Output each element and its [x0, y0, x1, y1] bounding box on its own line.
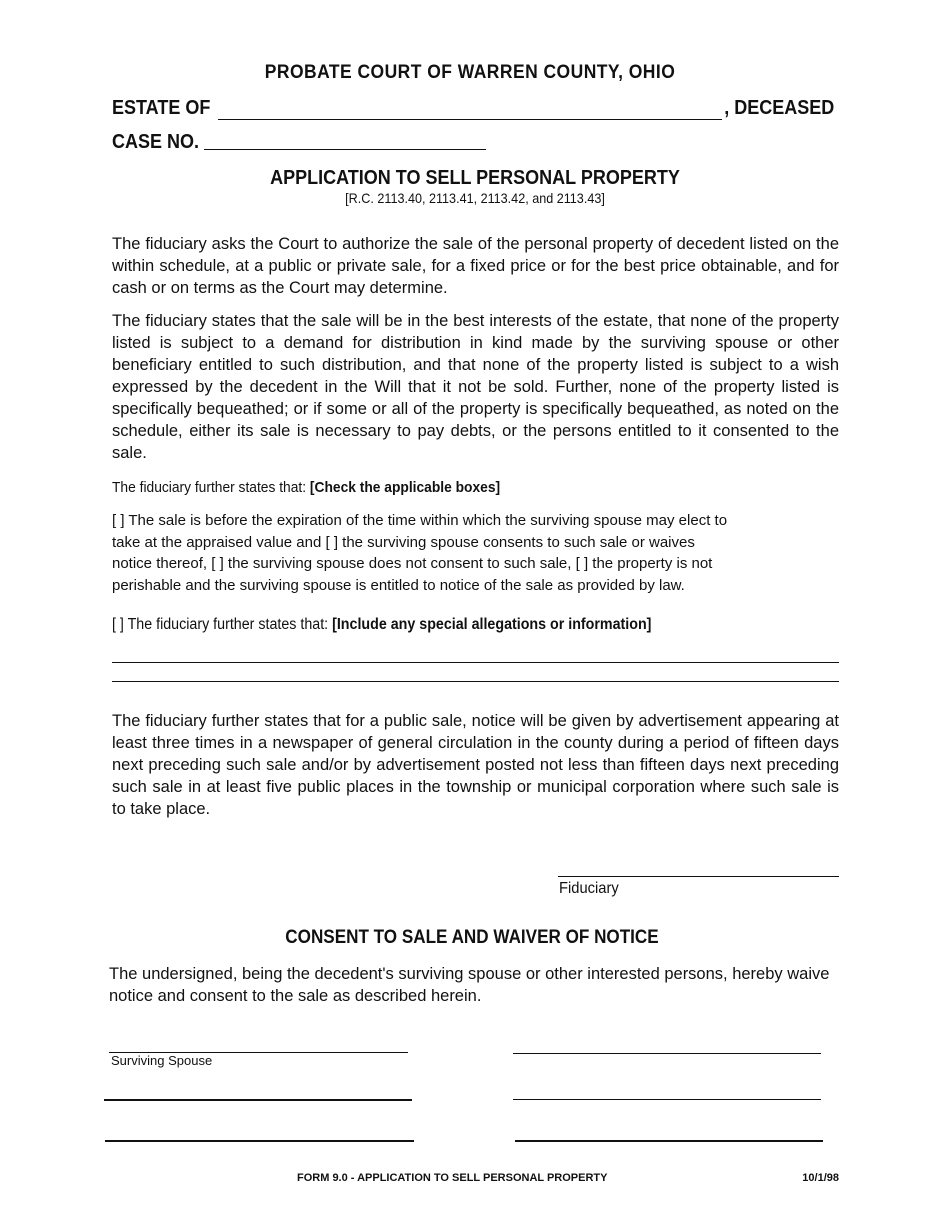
form-date: 10/1/98: [802, 1172, 839, 1184]
further-states-prefix: The fiduciary further states that:: [112, 479, 307, 496]
case-row: [112, 131, 492, 157]
allegations-field-2[interactable]: [112, 681, 839, 682]
check-line-not-consent[interactable]: notice thereof, [ ] the surviving spouse does not consent to such sale, [ ] the property is not: [112, 555, 713, 572]
check-line-consents[interactable]: take at the appraised value and [ ] the surviving spouse consents to such sale or waives: [112, 533, 695, 551]
consent-signature-field-6[interactable]: [515, 1140, 823, 1142]
case-number-label: CASE NO.: [112, 131, 200, 153]
consent-signature-field-3[interactable]: [104, 1099, 412, 1101]
special-allegations-prefix: [ ] The fiduciary further states that:: [112, 616, 329, 633]
court-name: PROBATE COURT OF WARREN COUNTY, OHIO: [264, 62, 676, 83]
check-line-not-perishable: perishable and the surviving spouse is entitled to notice of the sale as provided by law.: [112, 576, 685, 594]
consent-signature-field-5[interactable]: [105, 1140, 414, 1142]
estate-row: [112, 97, 834, 123]
check-line-expiration[interactable]: [ ] The sale is before the expiration of the time within which the surviving spouse may elect to: [112, 512, 728, 529]
fiduciary-signature-field[interactable]: [558, 876, 839, 877]
special-allegations-line[interactable]: [112, 616, 651, 634]
estate-name-field[interactable]: [218, 119, 722, 120]
consent-signature-field-2[interactable]: [513, 1053, 821, 1054]
public-sale-paragraph: The fiduciary further states that for a public sale, notice will be given by advertisement appearing at least three times in a newspaper of general circulation in the county during a period of fifteen days next preceding such sale and/or by advertisement posted not less than fifteen days next preceding such sale in at least five public places in the township or municipal corporation where such sale is to take place.: [112, 712, 839, 818]
surviving-spouse-label: Surviving Spouse: [111, 1053, 213, 1068]
form-title: APPLICATION TO SELL PERSONAL PROPERTY: [270, 167, 680, 189]
statute-reference: [R.C. 2113.40, 2113.41, 2113.42, and 2113.43]: [345, 190, 605, 206]
case-number-field[interactable]: [204, 149, 486, 150]
consent-paragraph: The undersigned, being the decedent's surviving spouse or other interested persons, hereby waive notice and consent to the sale as described herein.: [109, 965, 830, 1005]
check-boxes-instruction: [Check the applicable boxes]: [309, 479, 501, 496]
deceased-label: , DECEASED: [723, 97, 834, 119]
further-states-heading: [112, 479, 500, 496]
consent-signature-field-4[interactable]: [513, 1099, 821, 1100]
allegations-field-1[interactable]: [112, 662, 839, 663]
special-allegations-instruction: [Include any special allegations or information]: [332, 616, 652, 633]
request-paragraph: The fiduciary asks the Court to authorize the sale of the personal property of decedent listed on the within schedule, at a public or private sale, for a fixed price or for the best price obtainable, and for cash or on terms as the Court may determine.: [112, 235, 839, 297]
statement-paragraph: The fiduciary states that the sale will be in the best interests of the estate, that none of the property listed is subject to a demand for distribution in kind made by the surviving spouse or other beneficiary entitled to such distribution, and that none of the property listed is subject to a wish expressed by the decedent in the Will that it not be sold. Further, none of the property listed is specifically bequeathed; or if some or all of the property is specifically bequeathed, as noted on the schedule, either its sale is necessary to pay debts, or the persons entitled to it consented to the sale.: [112, 312, 839, 462]
fiduciary-label: Fiduciary: [559, 880, 619, 897]
checkbox-options: [112, 510, 832, 596]
form-number: FORM 9.0 - APPLICATION TO SELL PERSONAL PROPERTY: [297, 1172, 608, 1184]
estate-label: ESTATE OF: [112, 97, 211, 119]
consent-title: CONSENT TO SALE AND WAIVER OF NOTICE: [285, 927, 659, 948]
